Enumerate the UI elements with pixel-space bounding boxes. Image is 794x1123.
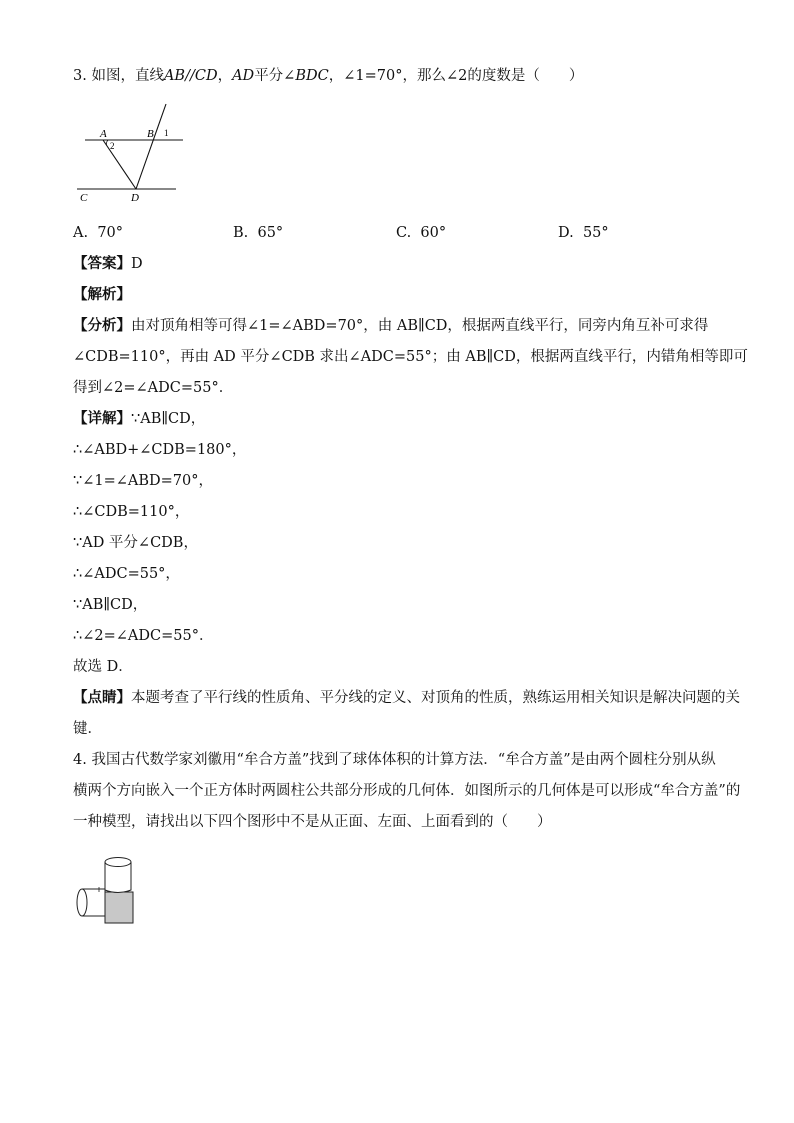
line-db [136,104,166,189]
fenxi-line-1: 【分析】由对顶角相等可得∠1=∠ABD=70°，由 AB∥CD，根据两直线平行，同旁内角互补可求得 [73,317,709,334]
q4-number: 4. [73,752,87,768]
fenxi-line-2: ∠CDB=110°，再由 AD 平分∠CDB 求出∠ADC=55°；由 AB∥CD，根据两直线平行，内错角相等即可 [73,349,748,365]
detail-step: ∵∠1=∠ABD=70°， [73,473,214,489]
comment-line-1: 【点睛】本题考查了平行线的性质角、平分线的定义、对顶角的性质，熟练运用相关知识是解决问题的关 [73,689,740,706]
option-a: A. 70° [73,225,124,241]
label-a: A [100,128,107,140]
answer-tag: 【答案】 [73,255,131,272]
label-c: C [80,192,88,204]
q3-number: 3. [73,68,87,84]
answer-value: D [131,256,143,272]
detail-step: ∵AD 平分∠CDB， [73,535,198,551]
label-d: D [131,192,139,204]
q4-line-3: 一种模型，请找出以下四个图形中不是从正面、左面、上面看到的（ ） [73,814,552,830]
q4-line-2: 横两个方向嵌入一个正方体时两圆柱公共部分形成的几何体．如图所示的几何体是可以形成“牟合方盖”的 [73,783,741,799]
horizontal-cylinder-end [77,889,87,916]
comment-tag: 【点睛】 [73,689,131,706]
answer-line [73,254,143,274]
label-angle-1: 1 [164,128,169,138]
detail-step: ∵AB∥CD， [73,597,148,613]
q3-stem [73,66,583,86]
detail-line-1: 【详解】∵AB∥CD， [73,410,206,427]
analysis-heading: 【解析】 [73,286,131,303]
q3-stem-text: 如图，直线 [91,68,164,84]
option-c: C. 60° [396,225,447,241]
segment-ad [103,140,136,189]
q4-line-1: 4. 我国古代数学家刘徽用“牟合方盖”找到了球体体积的计算方法．“牟合方盖”是由两个圆柱分别从纵 [73,752,716,768]
detail-tag: 【详解】 [73,410,131,427]
q3-stem-bdc: BDC [295,68,329,84]
detail-step: ∴∠2=∠ADC=55°． [73,628,214,644]
option-b: B. 65° [233,225,284,241]
detail-step: ∴∠ABD+∠CDB=180°， [73,442,247,458]
cube-front-face [105,892,133,923]
detail-step: ∴∠CDB=110°， [73,504,190,520]
detail-step: ∴∠ADC=55°， [73,566,180,582]
q3-stem-parallel: AB//CD [163,68,218,84]
option-d: D. 55° [558,225,609,241]
label-b: B [147,128,154,140]
q3-stem-angle: ，∠1=70°，那么∠2的度数是（ ） [328,68,584,84]
label-angle-2: 2 [110,141,115,151]
q3-stem-bisect: 平分∠ [254,68,296,84]
angle-2-arc [106,140,108,145]
choice-line: 故选 D． [73,659,133,675]
q3-geometry-figure [70,100,190,208]
q3-stem-ad: AD [232,68,255,84]
fenxi-tag: 【分析】 [73,317,131,334]
fenxi-line-3: 得到∠2=∠ADC=55°． [73,380,234,396]
q4-solid-figure [74,856,140,926]
comment-line-2: 键． [73,721,102,737]
vertical-cylinder-top [105,858,131,867]
q3-stem-sep: ， [217,68,233,84]
